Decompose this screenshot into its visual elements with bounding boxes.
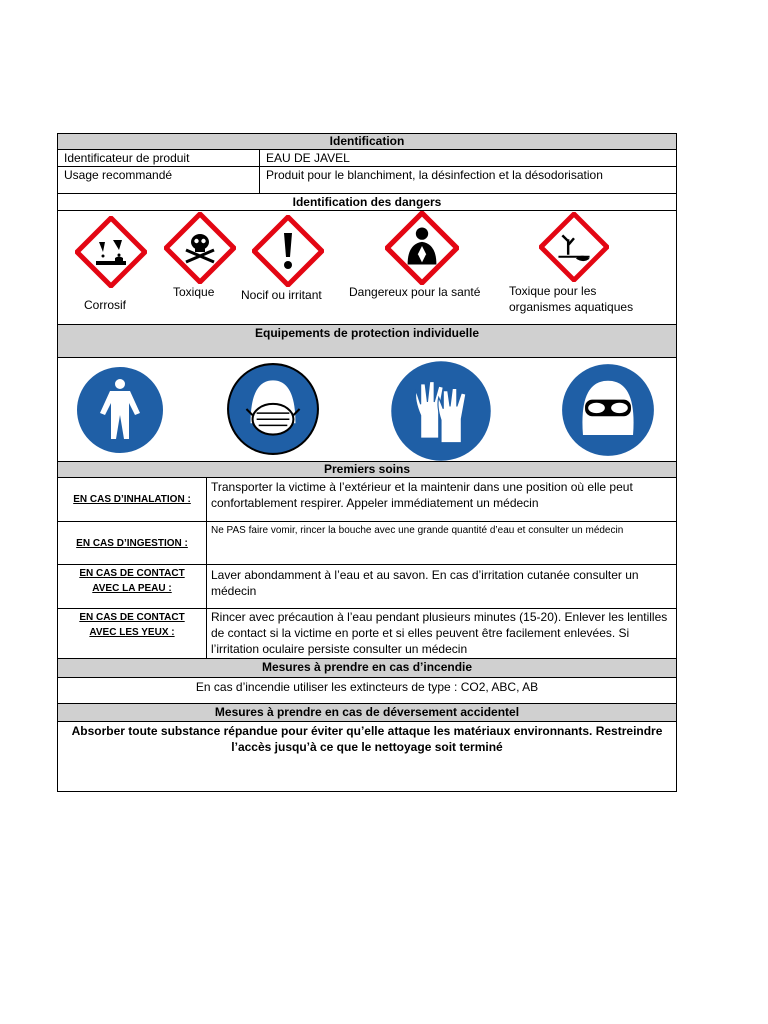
ppe-row [58, 358, 676, 462]
first-aid-row-inhalation [58, 478, 676, 522]
environment-icon [539, 212, 609, 282]
fire-header-text: Mesures à prendre en cas d’incendie [261, 660, 473, 674]
ppe-header [58, 325, 676, 358]
exclamation-icon [252, 215, 324, 287]
first-aid-label-2: EN CAS DE CONTACT AVEC LA PEAU : [79, 568, 185, 594]
first-aid-text-2: Laver abondamment à l’eau et au savon. En cas d’irritation cutanée consulter un médecin [206, 565, 677, 608]
product-identifier-row [58, 150, 676, 167]
safety-data-sheet [57, 133, 677, 792]
first-aid-text-0: Transporter la victime à l’extérieur et la maintenir dans une position où elle peut confortablement respirer. Appeler immédiatement un médecin [206, 478, 677, 521]
skull-crossbones-icon [164, 212, 236, 284]
fire-text: En cas d’incendie utiliser les extincteurs de type : CO2, ABC, AB [195, 680, 539, 694]
hazard-label-4: Toxique pour les organismes aquatiques [509, 284, 634, 314]
hazards-header [58, 194, 676, 211]
first-aid-header [58, 462, 676, 478]
first-aid-row-ingestion [58, 522, 676, 565]
first-aid-text-3: Rincer avec précaution à l’eau pendant plusieurs minutes (15-20). Enlever les lentilles de contact si la victime en porte et si elles peuvent être facilement enlevées. Si l’irritation oculaire persiste consulter un médecin [206, 609, 677, 658]
spill-text: Absorber toute substance répandue pour éviter qu’elle attaque les matériaux environnants. Restreindre l’accès jusqu’à ce que le nettoyage soit terminé [71, 724, 663, 754]
hazard-label-0: Corrosif [84, 298, 127, 312]
protective-suit-icon [74, 364, 166, 456]
hazard-label-1: Toxique [173, 285, 215, 299]
safety-goggles-icon [560, 362, 656, 458]
first-aid-label-3: EN CAS DE CONTACT AVEC LES YEUX : [79, 612, 185, 638]
gloves-icon [389, 359, 493, 463]
first-aid-row-skin [58, 565, 676, 609]
first-aid-row-eyes [58, 609, 676, 659]
usage-label: Usage recommandé [64, 168, 173, 182]
fire-row [58, 678, 676, 704]
spill-header-text: Mesures à prendre en cas de déversement accidentel [214, 705, 520, 719]
hazard-label-2: Nocif ou irritant [241, 288, 322, 302]
fire-header [58, 659, 676, 678]
face-mask-icon [226, 362, 320, 456]
ppe-header-text: Equipements de protection individuelle [254, 326, 480, 340]
health-hazard-icon [385, 211, 459, 285]
first-aid-label-0: EN CAS D’INHALATION : [73, 494, 191, 505]
usage-value: Produit pour le blanchiment, la désinfection et la désodorisation [259, 167, 677, 193]
hazards-row [58, 211, 676, 325]
spill-row [58, 722, 676, 792]
corrosive-icon [75, 216, 147, 288]
product-identifier-value: EAU DE JAVEL [259, 150, 677, 166]
identification-header [58, 134, 676, 150]
spill-header [58, 704, 676, 722]
first-aid-header-text: Premiers soins [323, 462, 411, 476]
identification-header-text: Identification [329, 134, 405, 148]
first-aid-label-1: EN CAS D’INGESTION : [76, 538, 188, 549]
hazards-header-text: Identification des dangers [292, 195, 442, 209]
usage-row [58, 167, 676, 194]
hazard-label-3: Dangereux pour la santé [349, 285, 481, 299]
first-aid-text-1: Ne PAS faire vomir, rincer la bouche avec une grande quantité d’eau et consulter un médecin [206, 522, 677, 564]
product-identifier-label: Identificateur de produit [64, 151, 190, 165]
